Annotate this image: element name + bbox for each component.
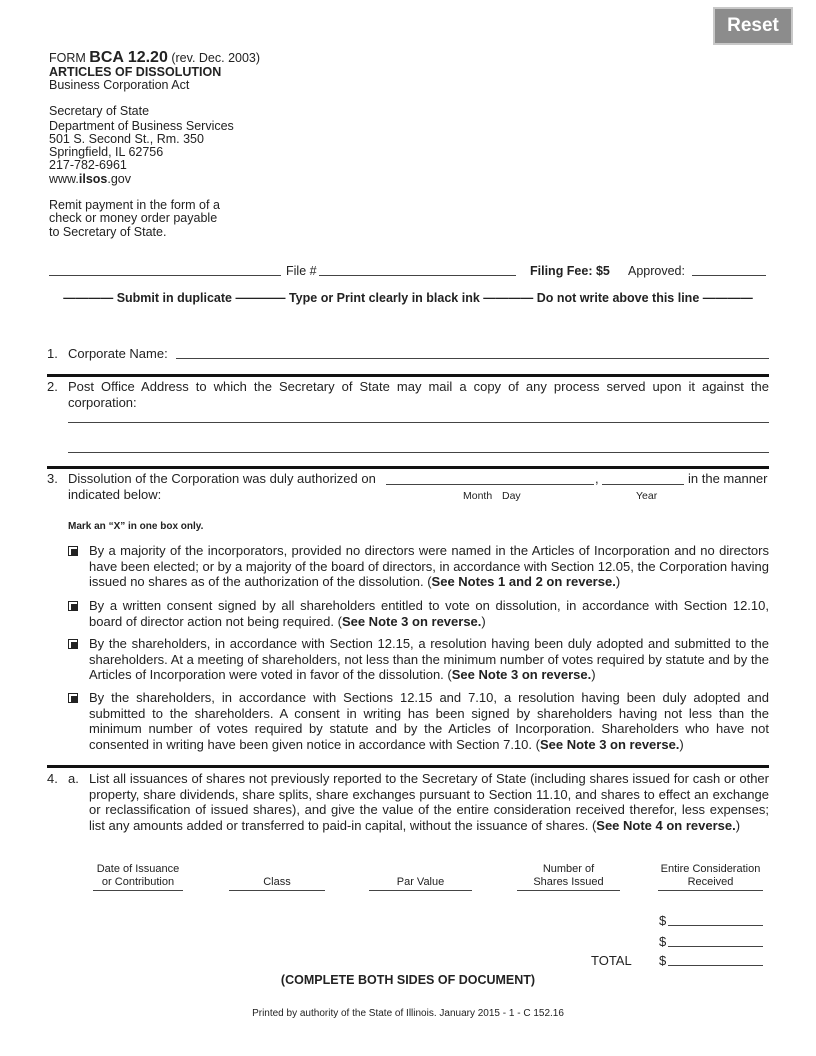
col-date-line-2: or Contribution [101,876,175,888]
dollar-sign-total: $ [659,953,667,968]
dash-left: ———— [63,291,114,305]
col-consid-line-1: Entire Consideration [660,863,761,875]
option-1-text [89,543,769,590]
total-label: TOTAL [591,953,632,968]
corporate-name-label: Corporate Name: [68,346,168,361]
office-line-3: 501 S. Second St., Rm. 350 [49,132,204,146]
office-line-4: Springfield, IL 62756 [49,145,164,159]
option-1-close: ) [615,574,621,589]
day-label: Day [502,490,521,502]
file-number-line [319,275,516,276]
option-2-note: See Note 3 on reverse. [341,613,482,629]
printed-by-authority: Printed by authority of the State of Illinois. January 2015 - 1 - C 152.16 [252,1008,564,1019]
option-2-close: ) [481,613,486,629]
share-issuance-close: ) [735,817,741,833]
office-phone: 217-782-6961 [49,158,127,172]
dissolution-authorized-text: Dissolution of the Corporation was duly authorized on [68,471,376,486]
form-number: BCA 12.20 [89,49,168,66]
form-act: Business Corporation Act [49,78,190,92]
date-comma: , [595,471,599,486]
col-consid-line-2: Received [687,876,734,888]
option-4-close: ) [679,736,684,752]
dollar-sign-2: $ [659,934,667,949]
item-2-number: 2. [47,379,58,394]
item-3-number: 3. [47,471,58,486]
option-3-checkbox[interactable] [68,639,78,649]
do-not-write-text: Do not write above this line [536,291,700,305]
office-line-2: Department of Business Services [49,119,234,133]
item-1-number: 1. [47,346,58,361]
form-header [49,50,260,66]
office-line-1: Secretary of State [49,104,150,118]
item-4-number: 4. [47,771,58,786]
option-4-note: See Note 3 on reverse. [539,736,680,752]
option-1-checkbox[interactable] [68,546,78,556]
web-prefix: www. [49,172,79,186]
remit-line-3: to Secretary of State. [49,225,167,239]
section-divider-1 [47,374,769,377]
option-4-text [89,690,769,752]
mark-one-box-note: Mark an “X” in one box only. [68,521,204,532]
po-address-field-2[interactable] [68,452,769,453]
reset-button[interactable]: Reset [713,7,793,45]
submit-duplicate-text: Submit in duplicate [116,291,232,305]
po-address-label: Post Office Address to which the Secretary of State may mail a copy of any process served upon it against the corporation: [68,379,769,410]
option-3-text [89,636,769,683]
share-issuance-text [89,771,769,833]
type-print-text: Type or Print clearly in black ink [288,291,480,305]
web-suffix: .gov [107,172,132,186]
in-the-manner-text: in the manner [688,471,768,486]
share-issuance-note: See Note 4 on reverse. [596,817,736,833]
po-address-field-1[interactable] [68,422,769,423]
col-par-value: Par Value [369,876,472,891]
authorization-year-field[interactable] [602,484,684,485]
share-issuance-body: List all issuances of shares not previously reported to the Secretary of State (including shares issued for cash or other property, share dividends, share splits, share exchanges pursuant to Section 11.10, and shares to effect an exchange or reclassification of issued shares), and give the value of the entire consideration received therefor, less expenses; list any amounts added or transferred to paid-in capital, without the issuance of shares. ( [89,771,769,833]
file-number-label: File # [286,264,317,278]
item-4-sub: a. [68,771,79,786]
year-label: Year [636,490,658,502]
authorization-date-field[interactable] [386,484,594,485]
approved-label: Approved: [628,264,685,278]
option-3-body: By the shareholders, in accordance with Section 12.15, a resolution having been duly adopted and submitted to the shareholders. At a meeting of shareholders, not less than the minimum number of votes required by statute and by the Articles of Incorporation were voted in favor of the dissolution. ( [89,636,769,682]
dollar-sign-1: $ [659,913,667,928]
col-date-line-1: Date of Issuance [96,863,180,875]
col-entire-consideration [658,863,763,891]
section-divider-2 [47,466,769,469]
form-title: ARTICLES OF DISSOLUTION [49,65,222,79]
month-label: Month [463,490,493,502]
option-3-note: See Note 3 on reverse. [451,667,592,682]
consideration-field-1[interactable] [668,925,763,926]
consideration-field-2[interactable] [668,946,763,947]
col-shares-issued [517,863,620,891]
dash-right: ———— [702,291,753,305]
option-2-checkbox[interactable] [68,601,78,611]
option-1-note: See Notes 1 and 2 on reverse. [431,574,616,589]
corporate-name-field[interactable] [176,358,769,359]
option-4-body: By the shareholders, in accordance with Sections 12.15 and 7.10, a resolution having been duly adopted and submitted to the shareholders. A consent in writing has been signed by shareholders having not less than the minimum number of votes required by statute and by the Articles of Incorporation. Shareholders who have not consented in writing have been given notice in accordance with Section 7.10. ( [89,690,769,752]
section-divider-3 [47,765,769,768]
web-domain: ilsos [78,172,108,186]
remit-line-1: Remit payment in the form of a [49,198,220,212]
complete-both-sides: (COMPLETE BOTH SIDES OF DOCUMENT) [280,973,536,987]
option-4-checkbox[interactable] [68,693,78,703]
total-field[interactable] [668,965,763,966]
indicated-below-text: indicated below: [68,487,162,502]
form-prefix: FORM [49,51,86,65]
office-use-line [49,275,281,276]
approved-line [692,275,766,276]
option-2-body: By a written consent signed by all shareholders entitled to vote on dissolution, in accordance with Section 12.10, board of director action not being required. ( [89,598,769,629]
remit-line-2: check or money order payable [49,211,218,225]
instruction-bar [0,291,816,306]
option-2-text [89,598,769,629]
office-website[interactable] [49,172,131,187]
dash-sep-2: ———— [483,291,534,305]
col-class: Class [229,876,325,891]
col-date-of-issuance [93,863,183,891]
filing-fee: Filing Fee: $5 [530,264,610,278]
col-shares-line-2: Shares Issued [533,876,604,888]
col-shares-line-1: Number of [542,863,595,875]
form-revision: (rev. Dec. 2003) [171,51,261,65]
dash-sep-1: ———— [235,291,286,305]
option-1-body: By a majority of the incorporators, provided no directors were named in the Articles of Incorporation and no directors have been elected; or by a majority of the board of directors, in accordance with Section 12.05, the Corporation having issued no shares as of the authorization of the dissolution. ( [89,543,770,589]
option-3-close: ) [591,667,596,682]
